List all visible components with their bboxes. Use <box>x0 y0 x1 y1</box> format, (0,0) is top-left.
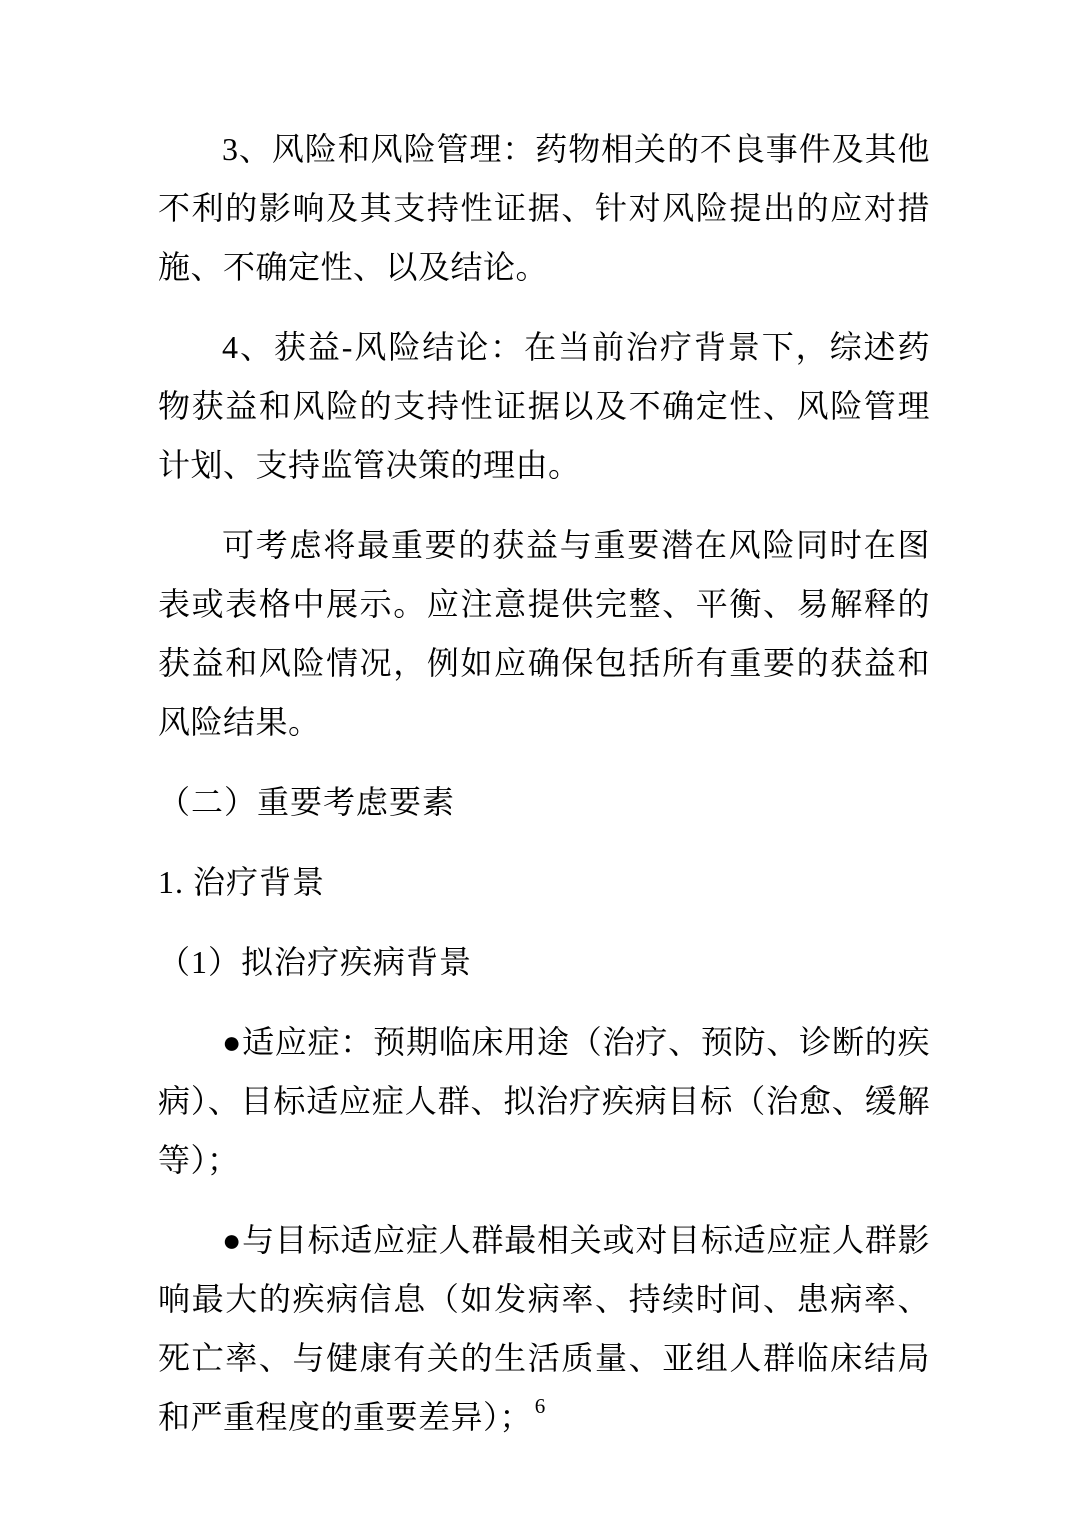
bullet-disease-information: ●与目标适应症人群最相关或对目标适应症人群影响最大的疾病信息（如发病率、持续时间、患病率、死亡率、与健康有关的生活质量、亚组人群临床结局和严重程度的重要差异）； <box>158 1222 930 1435</box>
paragraph-chart-table-presentation: 可考虑将最重要的获益与重要潜在风险同时在图表或表格中展示。应注意提供完整、平衡、易解释的获益和风险情况，例如应确保包括所有重要的获益和风险结果。 <box>158 527 930 740</box>
page-number: 6 <box>534 1394 546 1418</box>
heading-important-considerations: （二）重要考虑要素 <box>158 784 456 820</box>
bullet-indication: ●适应症：预期临床用途（治疗、预防、诊断的疾病）、目标适应症人群、拟治疗疾病目标（治愈、缓解等）； <box>158 1024 930 1178</box>
heading-treatment-background: 1. 治疗背景 <box>158 864 326 900</box>
paragraph-benefit-risk-conclusion: 4、获益-风险结论：在当前治疗背景下，综述药物获益和风险的支持性证据以及不确定性、风险管理计划、支持监管决策的理由。 <box>158 329 930 483</box>
paragraph-risk-and-risk-management: 3、风险和风险管理：药物相关的不良事件及其他不利的影响及其支持性证据、针对风险提出的应对措施、不确定性、以及结论。 <box>158 131 930 285</box>
heading-intended-disease-background: （1）拟治疗疾病背景 <box>158 944 473 980</box>
